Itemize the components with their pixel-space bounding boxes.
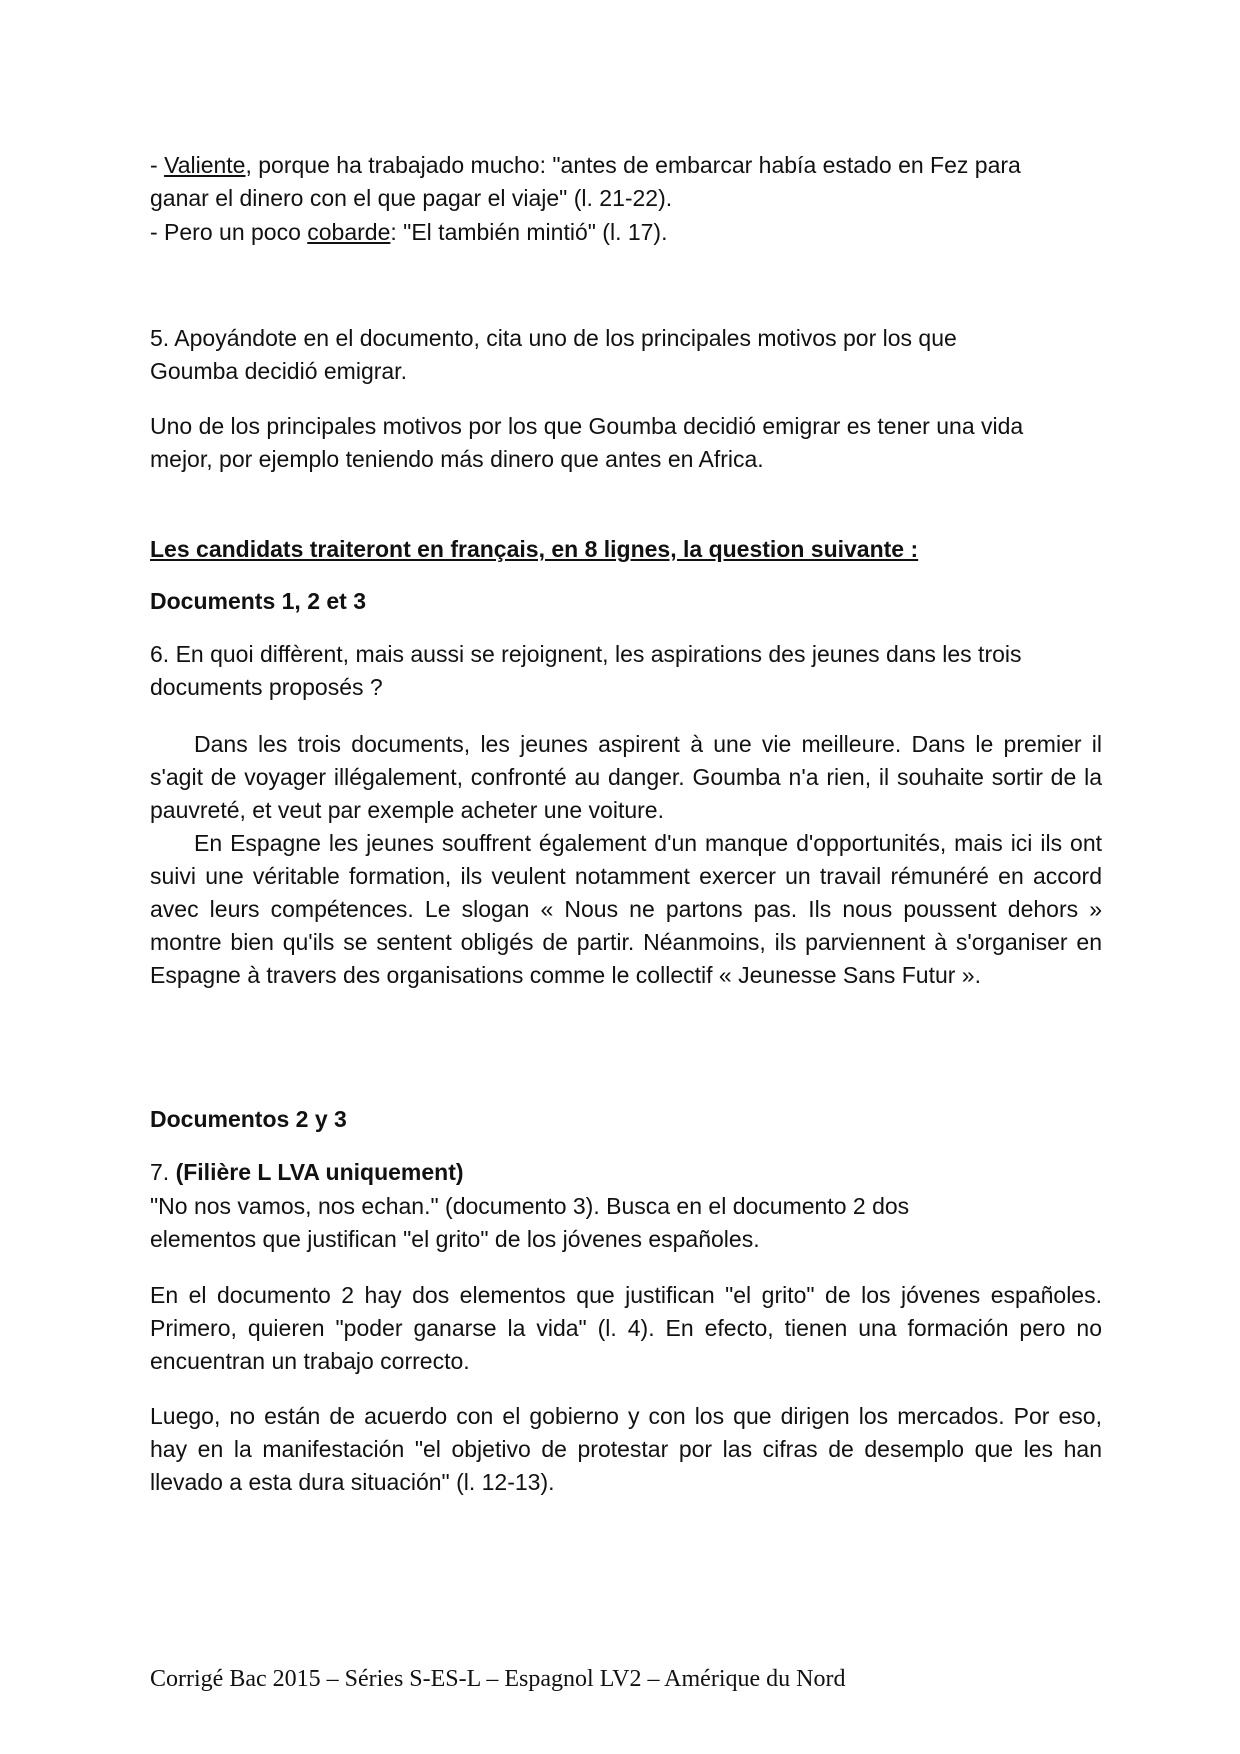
underlined-word: Valiente: [164, 152, 246, 178]
heading-documents-1-2-3: Documents 1, 2 et 3: [150, 588, 367, 614]
answer-7-paragraph-1: En el documento 2 hay dos elementos que justifican "el grito" de los jóvenes españoles. Primero, quieren "poder ganarse la vida" (l. 4). En efecto, tienen una formación pero no encuentran un trabajo correcto.: [150, 1282, 1102, 1374]
question-7-label: [150, 1156, 1102, 1189]
bullet: -: [150, 152, 165, 178]
page-footer: Corrigé Bac 2015 – Séries S-ES-L – Espagnol LV2 – Amérique du Nord: [150, 1666, 846, 1692]
answer-6-paragraph-2: En Espagne les jeunes souffrent également d'un manque d'opportunités, mais ici ils ont suivi une véritable formation, ils veulent notamment exercer un travail rémunéré en accord avec leurs compétences. Le slogan « Nous ne partons pas. Ils nous poussent dehors » montre bien qu'ils se sentent obligés de partir. Néanmoins, ils parviennent à s'organiser en Espagne à travers des organisations comme le collectif « Jeunesse Sans Futur ».: [150, 830, 1102, 988]
answer-text: , porque ha trabajado mucho: "antes de embarcar había estado en Fez para ganar el dinero con el que pagar el viaje" (l. 21-22).: [150, 152, 1021, 211]
question-5: 5. Apoyándote en el documento, cita uno de los principales motivos por los que Goumba decidió emigrar.: [150, 325, 957, 384]
q4-answer-cobarde: [150, 216, 1102, 249]
q4-answer-valiente: [150, 149, 1070, 215]
answer-6-paragraph-1: Dans les trois documents, les jeunes aspirent à une vie meilleure. Dans le premier il s'agit de voyager illégalement, confronté au danger. Goumba n'a rien, il souhaite sortir de la pauvreté, et veut par exemple acheter une voiture.: [150, 731, 1102, 823]
question-6: 6. En quoi diffèrent, mais aussi se rejoignent, les aspirations des jeunes dans les trois documents proposés ?: [150, 641, 1022, 700]
underlined-word: cobarde: [307, 219, 391, 245]
question-7-line-2: elementos que justifican "el grito" de los jóvenes españoles.: [150, 1226, 760, 1252]
heading-documentos-2-y-3: Documentos 2 y 3: [150, 1106, 347, 1132]
question-qualifier: (Filière L LVA uniquement): [175, 1159, 464, 1185]
answer-6: [150, 728, 1102, 992]
bullet-text: - Pero un poco: [150, 219, 308, 245]
question-number: 7.: [150, 1159, 176, 1185]
answer-7-paragraph-2: Luego, no están de acuerdo con el gobierno y con los que dirigen los mercados. Por eso, hay en la manifestación "el objetivo de protestar por las cifras de desemplo que les han llevado a esta dura situación" (l. 12-13).: [150, 1403, 1102, 1495]
answer-text: : "El también mintió" (l. 17).: [390, 219, 668, 245]
question-7-line-1: "No nos vamos, nos echan." (documento 3). Busca en el documento 2 dos: [150, 1193, 910, 1219]
section-instruction: Les candidats traiteront en français, en 8 lignes, la question suivante :: [150, 536, 919, 562]
answer-5: Uno de los principales motivos por los que Goumba decidió emigrar es tener una vida mejor, por ejemplo teniendo más dinero que antes en Africa.: [150, 413, 1024, 472]
